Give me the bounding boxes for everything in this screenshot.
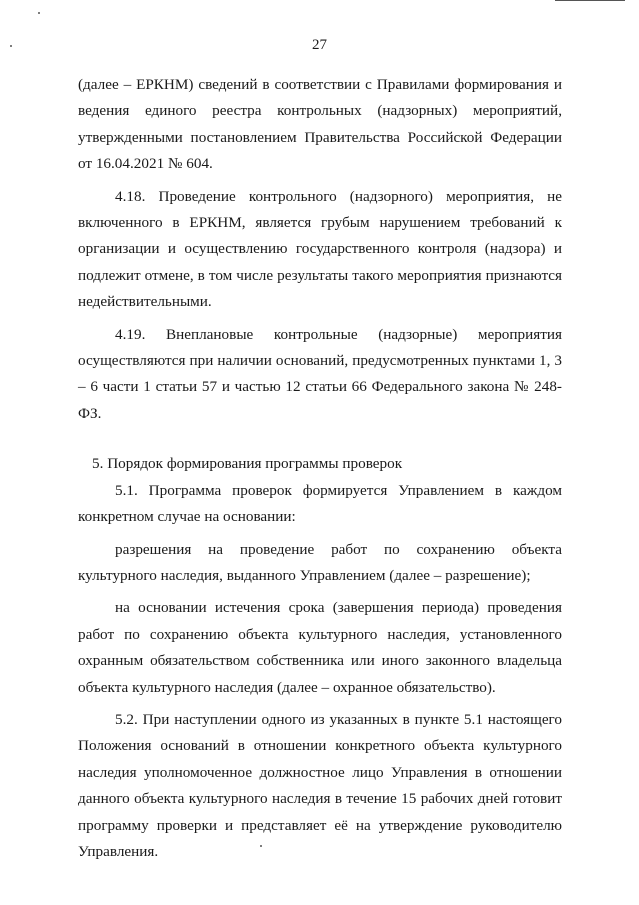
page-number: 27 (312, 37, 327, 53)
paragraph-basis-permit: разрешения на проведение работ по сохранению объекта культурного наследия, выданного Управлением (далее – разрешение); (78, 540, 562, 584)
paragraph-4-19: 4.19. Внеплановые контрольные (надзорные) мероприятия осуществляются при наличии оснований, предусмотренных пунктами 1, 3 – 6 части 1 статьи 57 и частью 12 статьи 66 Федерального закона № 248-ФЗ. (78, 325, 562, 422)
paragraph-basis-obligation: на основании истечения срока (завершения периода) проведения работ по сохранению объекта культурного наследия, установленного охранным обязательством собственника или иного законного владельца объекта культурного наследия (далее – охранное обязательство). (78, 599, 562, 696)
scan-speck (38, 12, 40, 14)
paragraph-5-2: 5.2. При наступлении одного из указанных в пункте 5.1 настоящего Положения оснований в отношении конкретного объекта культурного наследия уполномоченное должностное лицо Управления в отношении данного объекта культурного наследия в течение 15 рабочих дней готовит программу проверки и представляет её на утверждение руководителю Управления. (78, 710, 562, 860)
paragraph-continuation: (далее – ЕРКНМ) сведений в соответствии с Правилами формирования и ведения единого реестра контрольных (надзорных) мероприятий, утвержденными постановлением Правительства Российской Федерации от 16.04.2021 № 604. (78, 76, 562, 173)
document-body (78, 72, 562, 865)
top-edge-rule (555, 0, 625, 1)
paragraph-4-18: 4.18. Проведение контрольного (надзорного) мероприятия, не включенного в ЕРКНМ, является грубым нарушением требований к организации и осуществлению государственного контроля (надзора) и подлежит отмене, в том числе результаты такого мероприятия признаются недействительными. (78, 187, 562, 311)
paragraph-5-1: 5.1. Программа проверок формируется Управлением в каждом конкретном случае на основании: (78, 481, 562, 526)
section-heading: 5. Порядок формирования программы проверок (92, 455, 403, 473)
